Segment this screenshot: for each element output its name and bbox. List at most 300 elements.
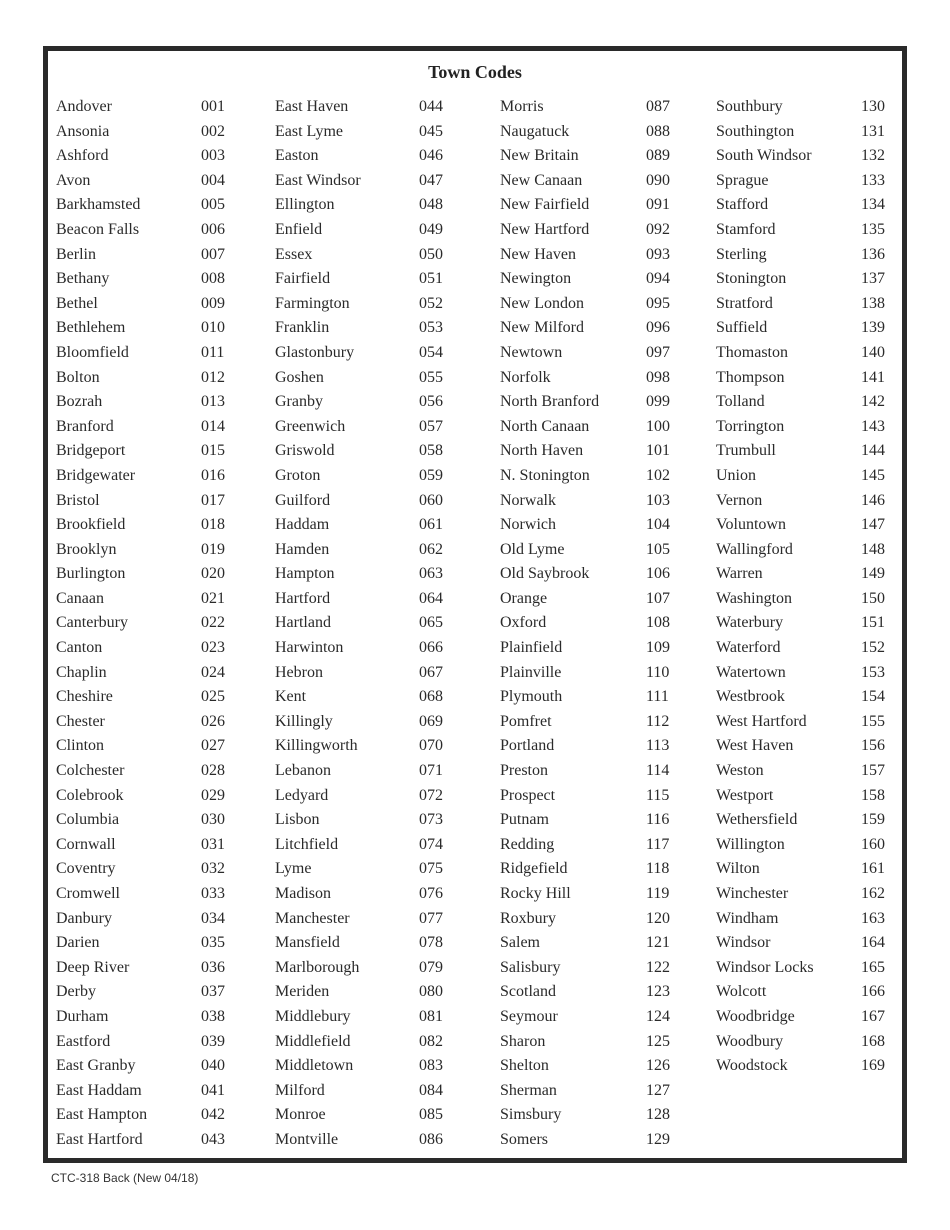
town-name: Columbia xyxy=(56,811,120,829)
town-code: 140 xyxy=(861,343,885,361)
town-code: 070 xyxy=(419,737,443,755)
town-name: Naugatuck xyxy=(500,122,570,140)
town-code: 010 xyxy=(201,319,225,337)
town-code: 032 xyxy=(201,860,225,878)
town-code: 035 xyxy=(201,934,225,952)
town-name: Clinton xyxy=(56,737,105,755)
town-name: Woodstock xyxy=(716,1057,788,1075)
town-code: 056 xyxy=(419,393,443,411)
town-code: 062 xyxy=(419,540,443,558)
town-code: 158 xyxy=(861,786,885,804)
page-title: Town Codes xyxy=(428,62,522,82)
town-name: West Hartford xyxy=(716,712,807,730)
town-name: Cromwell xyxy=(56,885,120,902)
town-code: 014 xyxy=(201,417,225,435)
town-name: Waterbury xyxy=(716,614,784,632)
town-code: 049 xyxy=(419,220,443,238)
town-name: North Haven xyxy=(500,442,584,460)
town-code: 093 xyxy=(646,245,670,263)
town-name: Litchfield xyxy=(275,835,339,853)
town-name: Milford xyxy=(275,1081,325,1099)
town-name: Bethlehem xyxy=(56,319,126,337)
town-code: 012 xyxy=(201,368,225,386)
town-code: 040 xyxy=(201,1057,225,1075)
town-code: 030 xyxy=(201,811,225,829)
town-name: Old Saybrook xyxy=(500,565,590,583)
town-code: 006 xyxy=(201,220,225,238)
town-name: Marlborough xyxy=(275,958,360,976)
town-code: 055 xyxy=(419,368,443,386)
town-name: Norfolk xyxy=(500,368,551,386)
town-code: 037 xyxy=(201,983,225,1001)
town-code: 130 xyxy=(861,98,885,115)
town-code: 110 xyxy=(646,663,670,681)
town-name: Portland xyxy=(500,737,555,755)
town-name: Easton xyxy=(275,147,319,165)
town-name: Roxbury xyxy=(500,909,556,927)
town-code: 044 xyxy=(419,98,443,115)
town-code: 066 xyxy=(419,639,443,657)
town-code: 023 xyxy=(201,639,225,657)
town-name: Barkhamsted xyxy=(56,196,141,214)
town-name: Deep River xyxy=(56,958,130,976)
town-name: Chaplin xyxy=(56,663,107,681)
town-code: 004 xyxy=(201,171,225,189)
town-code: 131 xyxy=(861,122,885,140)
town-name: Brookfield xyxy=(56,516,126,534)
town-name: Salem xyxy=(500,934,540,952)
town-name: Sherman xyxy=(500,1081,557,1099)
town-code: 133 xyxy=(861,171,885,189)
town-name: Newtown xyxy=(500,343,563,361)
town-code: 125 xyxy=(646,1032,670,1050)
town-code: 087 xyxy=(646,98,670,115)
town-name: Lebanon xyxy=(275,762,331,780)
town-name: Mansfield xyxy=(275,934,340,952)
town-name: Norwalk xyxy=(500,491,556,509)
town-name: Ashford xyxy=(56,147,109,165)
town-code: 137 xyxy=(861,270,885,288)
town-name: Bridgeport xyxy=(56,442,126,460)
town-name: Bethel xyxy=(56,294,98,312)
town-name: Woodbury xyxy=(716,1032,784,1050)
town-code: 100 xyxy=(646,417,670,435)
town-name: Simsbury xyxy=(500,1106,562,1124)
town-name: Torrington xyxy=(716,417,785,435)
town-name: East Haven xyxy=(275,98,349,115)
town-name: Sharon xyxy=(500,1032,546,1050)
town-name: Hamden xyxy=(275,540,330,558)
town-code: 068 xyxy=(419,688,443,706)
town-name: Chester xyxy=(56,712,105,730)
town-name: North Branford xyxy=(500,393,600,411)
town-name: Washington xyxy=(716,589,793,607)
town-name: Franklin xyxy=(275,319,330,337)
town-name: Killingworth xyxy=(275,737,358,755)
town-code: 166 xyxy=(861,983,885,1001)
town-code: 031 xyxy=(201,835,225,853)
town-code: 008 xyxy=(201,270,225,288)
town-name: Ridgefield xyxy=(500,860,568,878)
town-code: 003 xyxy=(201,147,225,165)
town-code: 088 xyxy=(646,122,670,140)
town-code: 028 xyxy=(201,762,225,780)
town-name: Beacon Falls xyxy=(56,220,140,238)
town-code: 136 xyxy=(861,245,885,263)
town-name: Colebrook xyxy=(56,786,124,804)
town-name: Westport xyxy=(716,786,774,804)
town-code: 078 xyxy=(419,934,443,952)
town-code: 108 xyxy=(646,614,670,632)
town-code: 101 xyxy=(646,442,670,460)
town-code: 067 xyxy=(419,663,443,681)
town-name: Hartford xyxy=(275,589,331,607)
town-code: 155 xyxy=(861,712,885,730)
town-code: 103 xyxy=(646,491,670,509)
town-code: 080 xyxy=(419,983,443,1001)
town-name: West Haven xyxy=(716,737,794,755)
town-name: North Canaan xyxy=(500,417,590,435)
town-code: 163 xyxy=(861,909,885,927)
town-code: 005 xyxy=(201,196,225,214)
town-code: 162 xyxy=(861,885,885,902)
town-name: N. Stonington xyxy=(500,466,590,484)
town-code: 016 xyxy=(201,466,225,484)
town-name: Orange xyxy=(500,589,548,607)
town-code: 134 xyxy=(861,196,885,214)
town-name: Bloomfield xyxy=(56,343,129,361)
town-name: Griswold xyxy=(275,442,335,460)
town-code: 054 xyxy=(419,343,443,361)
town-name: Plainville xyxy=(500,663,562,681)
town-code: 045 xyxy=(419,122,443,140)
town-code: 153 xyxy=(861,663,885,681)
town-name: New Canaan xyxy=(500,171,583,189)
town-name: Glastonbury xyxy=(275,343,355,361)
town-code: 119 xyxy=(646,885,670,902)
town-code: 091 xyxy=(646,196,670,214)
town-code: 082 xyxy=(419,1032,443,1050)
town-name: Meriden xyxy=(275,983,330,1001)
town-codes-table-frame xyxy=(43,46,907,1163)
town-code: 152 xyxy=(861,639,885,657)
town-code: 168 xyxy=(861,1032,885,1050)
town-code: 165 xyxy=(861,958,885,976)
town-code: 116 xyxy=(646,811,670,829)
town-code: 043 xyxy=(201,1130,225,1148)
town-code: 109 xyxy=(646,639,670,657)
town-name: Middlebury xyxy=(275,1007,351,1025)
town-name: Canaan xyxy=(56,589,104,607)
town-name: Thompson xyxy=(716,368,785,386)
town-code: 117 xyxy=(646,835,670,853)
town-code: 096 xyxy=(646,319,670,337)
town-name: Bozrah xyxy=(56,393,103,411)
town-code: 076 xyxy=(419,885,443,902)
town-code: 046 xyxy=(419,147,443,165)
town-code: 135 xyxy=(861,220,885,238)
town-name: Tolland xyxy=(716,393,765,411)
town-code: 065 xyxy=(419,614,443,632)
town-name: Enfield xyxy=(275,220,323,238)
town-name: Plainfield xyxy=(500,639,563,657)
town-code: 047 xyxy=(419,171,443,189)
town-code: 144 xyxy=(861,442,885,460)
town-name: Southbury xyxy=(716,98,783,115)
town-code: 073 xyxy=(419,811,443,829)
town-code: 169 xyxy=(861,1057,885,1075)
town-name: Greenwich xyxy=(275,417,346,435)
town-code: 145 xyxy=(861,466,885,484)
town-name: Branford xyxy=(56,417,114,435)
town-code: 142 xyxy=(861,393,885,411)
town-name: Suffield xyxy=(716,319,768,337)
town-code: 129 xyxy=(646,1130,670,1148)
town-code: 001 xyxy=(201,98,225,115)
town-name: Windsor Locks xyxy=(716,958,814,976)
town-name: East Granby xyxy=(56,1057,136,1075)
town-name: Wolcott xyxy=(716,983,767,1001)
town-code: 020 xyxy=(201,565,225,583)
town-name: Rocky Hill xyxy=(500,885,571,902)
town-name: Guilford xyxy=(275,491,331,509)
town-name: Derby xyxy=(56,983,96,1001)
town-name: Canterbury xyxy=(56,614,128,632)
town-code: 157 xyxy=(861,762,885,780)
town-code: 113 xyxy=(646,737,670,755)
town-code: 089 xyxy=(646,147,670,165)
town-name: Burlington xyxy=(56,565,126,583)
town-code: 147 xyxy=(861,516,885,534)
town-name: East Windsor xyxy=(275,171,361,189)
town-name: Cheshire xyxy=(56,688,113,706)
town-code: 141 xyxy=(861,368,885,386)
town-code: 072 xyxy=(419,786,443,804)
town-name: Hebron xyxy=(275,663,323,681)
town-name: Shelton xyxy=(500,1057,549,1075)
town-name: Granby xyxy=(275,393,323,411)
town-name: Middlefield xyxy=(275,1032,351,1050)
town-code: 084 xyxy=(419,1081,443,1099)
town-name: Putnam xyxy=(500,811,549,829)
town-name: Wethersfield xyxy=(716,811,798,829)
town-name: New Hartford xyxy=(500,220,590,238)
town-code: 105 xyxy=(646,540,670,558)
town-code: 106 xyxy=(646,565,670,583)
town-name: East Hampton xyxy=(56,1106,148,1124)
town-name: Somers xyxy=(500,1130,548,1148)
town-code: 064 xyxy=(419,589,443,607)
town-code: 086 xyxy=(419,1130,443,1148)
town-code: 104 xyxy=(646,516,670,534)
town-code: 075 xyxy=(419,860,443,878)
town-code: 057 xyxy=(419,417,443,435)
town-name: New Fairfield xyxy=(500,196,590,214)
town-name: Montville xyxy=(275,1130,339,1148)
town-name: Woodbridge xyxy=(716,1007,795,1025)
town-name: Thomaston xyxy=(716,343,788,361)
town-code: 151 xyxy=(861,614,885,632)
town-name: Winchester xyxy=(716,885,789,902)
town-name: New London xyxy=(500,294,584,312)
town-code: 139 xyxy=(861,319,885,337)
town-code: 025 xyxy=(201,688,225,706)
town-name: Pomfret xyxy=(500,712,552,730)
town-name: Redding xyxy=(500,835,555,853)
town-code: 074 xyxy=(419,835,443,853)
town-code: 127 xyxy=(646,1081,670,1099)
town-name: Morris xyxy=(500,98,544,115)
town-code: 033 xyxy=(201,885,225,902)
town-name: Madison xyxy=(275,885,331,902)
town-name: Union xyxy=(716,466,756,484)
town-name: Brooklyn xyxy=(56,540,117,558)
town-code: 071 xyxy=(419,762,443,780)
town-name: New Milford xyxy=(500,319,584,337)
town-code: 102 xyxy=(646,466,670,484)
town-code: 042 xyxy=(201,1106,225,1124)
town-code: 011 xyxy=(201,343,225,361)
town-name: Ellington xyxy=(275,196,335,214)
town-name: Ansonia xyxy=(56,122,110,140)
town-code: 034 xyxy=(201,909,225,927)
town-name: Sterling xyxy=(716,245,767,263)
town-code: 097 xyxy=(646,343,670,361)
town-name: Wallingford xyxy=(716,540,793,558)
town-name: Bristol xyxy=(56,491,100,509)
town-code: 121 xyxy=(646,934,670,952)
town-code: 050 xyxy=(419,245,443,263)
town-code: 146 xyxy=(861,491,885,509)
town-name: Southington xyxy=(716,122,795,140)
town-name: Kent xyxy=(275,688,307,706)
town-name: Hartland xyxy=(275,614,331,632)
town-name: Plymouth xyxy=(500,688,563,706)
town-code: 061 xyxy=(419,516,443,534)
town-code: 081 xyxy=(419,1007,443,1025)
town-name: Groton xyxy=(275,466,321,484)
town-code: 123 xyxy=(646,983,670,1001)
town-code: 079 xyxy=(419,958,443,976)
town-name: Bolton xyxy=(56,368,100,386)
town-code: 118 xyxy=(646,860,670,878)
town-name: Danbury xyxy=(56,909,112,927)
town-code: 083 xyxy=(419,1057,443,1075)
town-name: East Hartford xyxy=(56,1130,143,1148)
town-code: 126 xyxy=(646,1057,670,1075)
town-code: 041 xyxy=(201,1081,225,1099)
town-code: 017 xyxy=(201,491,225,509)
town-name: Stonington xyxy=(716,270,787,288)
town-name: Stamford xyxy=(716,220,776,238)
town-name: Lisbon xyxy=(275,811,320,829)
town-name: Windham xyxy=(716,909,779,927)
town-code: 099 xyxy=(646,393,670,411)
town-code: 022 xyxy=(201,614,225,632)
town-code: 149 xyxy=(861,565,885,583)
town-name: Farmington xyxy=(275,294,350,312)
town-name: Monroe xyxy=(275,1106,326,1124)
town-name: Manchester xyxy=(275,909,350,927)
town-name: Colchester xyxy=(56,762,125,780)
town-code: 036 xyxy=(201,958,225,976)
town-code: 026 xyxy=(201,712,225,730)
town-name: Bridgewater xyxy=(56,466,136,484)
town-name: Voluntown xyxy=(716,516,786,534)
town-code: 150 xyxy=(861,589,885,607)
town-code: 059 xyxy=(419,466,443,484)
town-code: 085 xyxy=(419,1106,443,1124)
town-code: 024 xyxy=(201,663,225,681)
town-code: 021 xyxy=(201,589,225,607)
town-name: Vernon xyxy=(716,491,763,509)
town-code: 013 xyxy=(201,393,225,411)
town-code: 143 xyxy=(861,417,885,435)
town-code: 051 xyxy=(419,270,443,288)
town-name: Haddam xyxy=(275,516,330,534)
town-name: Eastford xyxy=(56,1032,111,1050)
town-code: 077 xyxy=(419,909,443,927)
town-code: 002 xyxy=(201,122,225,140)
town-code: 053 xyxy=(419,319,443,337)
town-name: Oxford xyxy=(500,614,547,632)
town-name: Norwich xyxy=(500,516,556,534)
town-code: 058 xyxy=(419,442,443,460)
town-code: 160 xyxy=(861,835,885,853)
town-name: Cornwall xyxy=(56,835,116,853)
town-name: Harwinton xyxy=(275,639,344,657)
town-code: 048 xyxy=(419,196,443,214)
town-code: 132 xyxy=(861,147,885,165)
town-code: 019 xyxy=(201,540,225,558)
town-name: Westbrook xyxy=(716,688,785,706)
town-code: 112 xyxy=(646,712,670,730)
town-code: 164 xyxy=(861,934,885,952)
town-code: 156 xyxy=(861,737,885,755)
town-name: Sprague xyxy=(716,171,769,189)
town-name: Fairfield xyxy=(275,270,331,288)
town-code: 060 xyxy=(419,491,443,509)
town-name: Trumbull xyxy=(716,442,776,460)
town-code: 120 xyxy=(646,909,670,927)
town-name: Weston xyxy=(716,762,764,780)
town-code: 098 xyxy=(646,368,670,386)
town-code: 115 xyxy=(646,786,670,804)
town-code: 052 xyxy=(419,294,443,312)
town-code: 029 xyxy=(201,786,225,804)
town-name: Stafford xyxy=(716,196,769,214)
town-code: 124 xyxy=(646,1007,670,1025)
town-code: 154 xyxy=(861,688,885,706)
town-code: 159 xyxy=(861,811,885,829)
form-footer-label: CTC-318 Back (New 04/18) xyxy=(51,1171,199,1185)
town-code: 094 xyxy=(646,270,670,288)
town-code: 128 xyxy=(646,1106,670,1124)
town-name: Avon xyxy=(56,171,91,189)
town-name: Lyme xyxy=(275,860,312,878)
town-name: Ledyard xyxy=(275,786,329,804)
town-code: 114 xyxy=(646,762,670,780)
town-code: 095 xyxy=(646,294,670,312)
town-code: 167 xyxy=(861,1007,885,1025)
town-name: Berlin xyxy=(56,245,96,263)
town-code: 107 xyxy=(646,589,670,607)
town-name: Salisbury xyxy=(500,958,561,976)
town-name: Bethany xyxy=(56,270,110,288)
town-name: Stratford xyxy=(716,294,773,312)
town-name: Windsor xyxy=(716,934,771,952)
town-name: Warren xyxy=(716,565,763,583)
